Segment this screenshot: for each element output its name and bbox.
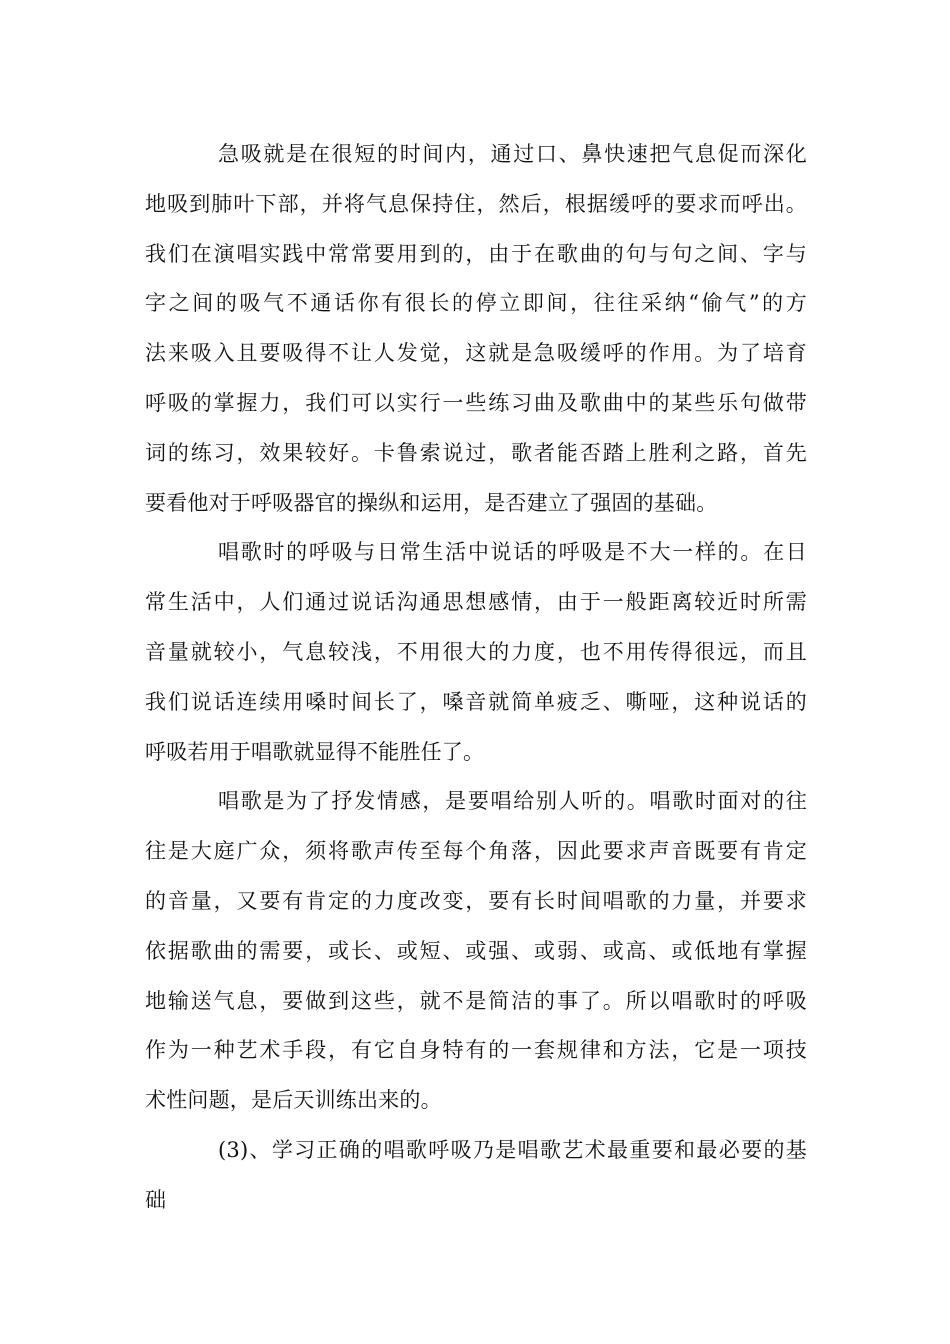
text-line: 往是大庭广众，须将歌声传至每个角落，因此要求声音既要有肯定 (145, 839, 807, 864)
text-line: 术性问题，是后天训练出来的。 (145, 1088, 442, 1113)
text-line: 础 (145, 1187, 167, 1212)
text-line: 地输送气息，要做到这些，就不是简洁的事了。所以唱歌时的呼吸 (145, 988, 807, 1013)
paragraph-singing-purpose (145, 777, 807, 1126)
text-line: (3)、学习正确的唱歌呼吸乃是唱歌艺术最重要和最必要的基 (218, 1137, 807, 1162)
text-line: 字之间的吸气不通话你有很长的停立即间，往往采纳“偷气”的方 (145, 291, 807, 316)
text-line: 唱歌时的呼吸与日常生活中说话的呼吸是不大一样的。在日 (218, 540, 807, 565)
text-line: 常生活中，人们通过说话沟通思想感情，由于一般距离较近时所需 (145, 590, 807, 615)
paragraph-quick-inhale (145, 130, 807, 528)
text-line: 依据歌曲的需要，或长、或短、或强、或弱、或高、或低地有掌握 (145, 938, 807, 963)
paragraph-singing-vs-speaking (145, 528, 807, 777)
text-line: 音量就较小，气息较浅，不用很大的力度，也不用传得很远，而且 (145, 639, 807, 664)
text-line: 唱歌是为了抒发情感，是要唱给别人听的。唱歌时面对的往 (218, 789, 807, 814)
text-line: 法来吸入且要吸得不让人发觉，这就是急吸缓呼的作用。为了培育 (145, 341, 807, 366)
paragraph-section-3-heading (145, 1126, 807, 1226)
text-line: 呼吸若用于唱歌就显得不能胜任了。 (145, 739, 485, 764)
text-line: 呼吸的掌握力，我们可以实行一些练习曲及歌曲中的某些乐句做带 (145, 390, 807, 415)
document-body (145, 130, 807, 1226)
text-line: 我们在演唱实践中常常要用到的，由于在歌曲的句与句之间、字与 (145, 241, 807, 266)
text-line: 的音量，又要有肯定的力度改变，要有长时间唱歌的力量，并要求 (145, 888, 807, 913)
text-line: 要看他对于呼吸器官的操纵和运用，是否建立了强固的基础。 (145, 490, 718, 515)
text-line: 急吸就是在很短的时间内，通过口、鼻快速把气息促而深化 (218, 142, 807, 166)
text-line: 作为一种艺术手段，有它自身特有的一套规律和方法，它是一项技 (145, 1038, 807, 1063)
text-line: 地吸到肺叶下部，并将气息保持住，然后，根据缓呼的要求而呼出。 (145, 191, 807, 216)
text-line: 我们说话连续用嗓时间长了，嗓音就简单疲乏、嘶哑，这种说话的 (145, 689, 807, 714)
text-line: 词的练习，效果较好。卡鲁索说过，歌者能否踏上胜利之路，首先 (145, 440, 807, 465)
